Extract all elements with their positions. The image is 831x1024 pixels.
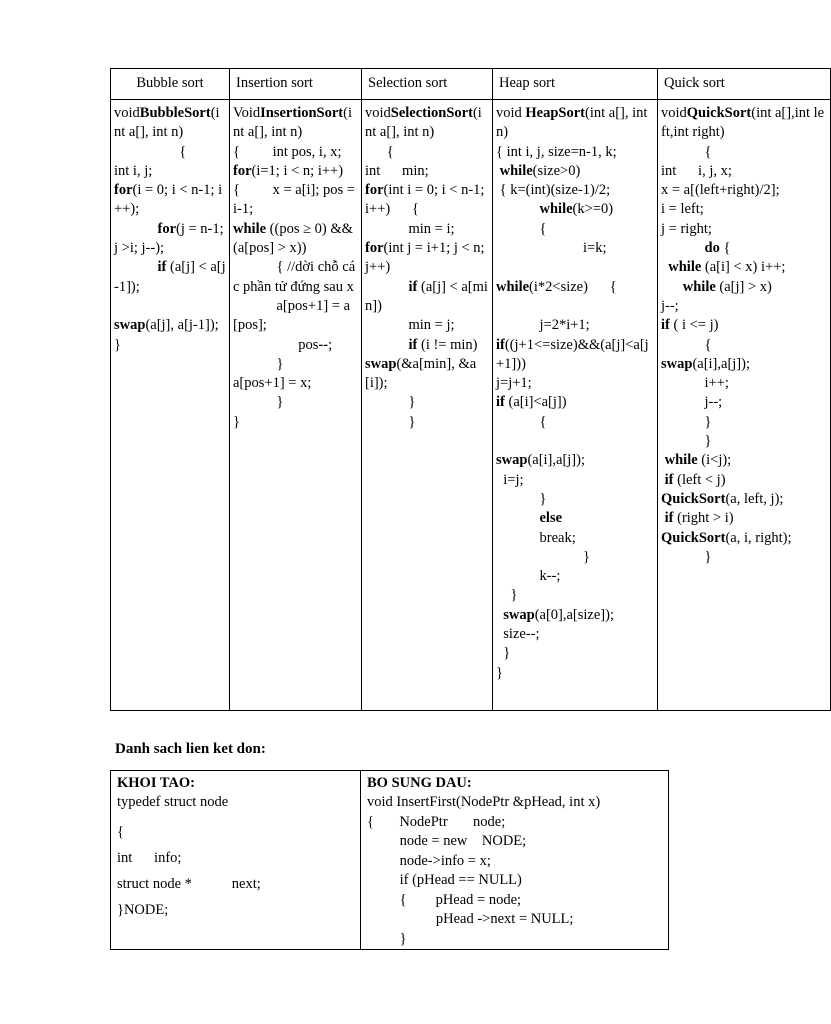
- code-keyword: InsertionSort: [260, 105, 344, 121]
- code-line: [661, 471, 827, 490]
- code-text: j=2*i+1;: [496, 317, 590, 334]
- code-keyword: if: [408, 336, 418, 353]
- code-line: [661, 316, 827, 335]
- code-line: [114, 181, 226, 220]
- code-text: (right > i): [673, 510, 734, 527]
- code-text: [661, 279, 683, 295]
- code-text: j--;: [661, 394, 723, 411]
- code-line: [496, 374, 654, 393]
- code-line: [233, 220, 358, 259]
- code-text: Void: [233, 105, 261, 121]
- code-line: [233, 413, 358, 432]
- code-keyword: swap: [503, 606, 535, 623]
- bubble-sort-code: [111, 100, 230, 711]
- code-line: [661, 393, 827, 412]
- code-text: (a[j] < a[min]): [365, 278, 488, 314]
- code-text: (int i = 0; i < n-1; i++) {: [365, 182, 489, 218]
- code-line: [365, 278, 489, 317]
- code-text: int i, j;: [114, 162, 153, 179]
- code-text: int i, j, x;: [661, 162, 732, 179]
- code-line: [114, 258, 226, 297]
- code-line: [661, 220, 827, 239]
- code-line: [365, 143, 489, 162]
- code-text: break;: [496, 529, 576, 546]
- code-line: [496, 104, 654, 143]
- code-text: i++;: [661, 375, 729, 392]
- code-text: ( i <= j): [669, 317, 719, 334]
- code-line: [496, 336, 654, 375]
- code-keyword: if: [664, 471, 674, 488]
- code-line: [114, 162, 226, 181]
- code-line: [661, 548, 827, 567]
- code-line: [114, 143, 226, 162]
- code-line: [661, 200, 827, 219]
- code-text: }: [233, 355, 284, 372]
- code-line: [496, 490, 654, 509]
- code-line: [661, 143, 827, 162]
- code-keyword: do: [704, 240, 720, 257]
- code-line: [661, 529, 827, 548]
- code-line: node = new NODE;: [367, 833, 527, 849]
- code-text: j=j+1;: [496, 375, 532, 392]
- code-line: [496, 548, 654, 567]
- code-keyword: while: [539, 201, 573, 218]
- code-text: pos: [233, 336, 319, 353]
- code-line: typedef struct node: [117, 794, 229, 810]
- code-line: [365, 162, 489, 181]
- code-line: [365, 355, 489, 394]
- code-keyword: if: [496, 336, 505, 353]
- code-line: [661, 336, 827, 355]
- code-text: (a[i]<a[j]): [504, 394, 567, 411]
- code-line: int info;: [117, 850, 182, 866]
- code-text: (&a[min], &a[i]);: [365, 355, 477, 392]
- code-text: (i<j);: [697, 452, 732, 469]
- code-keyword: if: [157, 259, 167, 276]
- code-text: void: [496, 105, 526, 121]
- code-line: [365, 336, 489, 355]
- header-bubble-sort: Bubble sort: [111, 69, 230, 100]
- code-text: (a[j] < a[j-1]);: [114, 259, 226, 295]
- code-keyword: if: [664, 510, 674, 527]
- code-text: (a, left, j);: [725, 490, 784, 507]
- code-line: [496, 586, 654, 605]
- code-line: [114, 104, 226, 143]
- code-line: [496, 471, 654, 490]
- code-keyword: for: [365, 182, 384, 199]
- code-text: x = a[(left+right)/2];: [661, 182, 780, 199]
- code-keyword: while: [496, 278, 530, 295]
- code-line: [365, 181, 489, 220]
- code-text: (int a[], int n): [365, 105, 482, 141]
- code-line: [233, 355, 358, 374]
- code-keyword: swap: [365, 355, 397, 372]
- code-line: [661, 509, 827, 528]
- code-text: i=j;: [496, 471, 524, 488]
- code-keyword: swap: [496, 452, 528, 469]
- code-text: (left < j): [673, 471, 726, 488]
- code-text: void: [365, 105, 391, 121]
- code-keyword: while: [499, 162, 533, 179]
- code-text: [114, 259, 158, 275]
- code-text: [114, 221, 158, 237]
- code-line: [496, 278, 654, 297]
- code-text: (a[i],a[j]);: [692, 355, 750, 372]
- code-line: node->info = x;: [367, 852, 491, 869]
- code-keyword: for: [157, 220, 177, 237]
- code-line: [496, 644, 654, 663]
- code-line: { pHead = node;: [367, 891, 522, 908]
- code-line: [661, 162, 827, 181]
- code-line: struct node * next;: [117, 876, 261, 892]
- code-text: [365, 337, 409, 353]
- code-keyword: if: [661, 317, 670, 334]
- header-heap-sort: Heap sort: [493, 69, 658, 100]
- code-line: [496, 567, 654, 586]
- code-line: [661, 278, 827, 297]
- init-cell: [111, 771, 361, 950]
- table-code-row: [111, 100, 831, 711]
- code-text: }: [365, 413, 416, 430]
- code-line: [661, 104, 827, 143]
- code-text: }: [661, 433, 712, 450]
- code-text: (i != min): [417, 336, 478, 353]
- code-text: (int j = i+1; j < n; j++): [365, 240, 489, 276]
- code-keyword: QuickSort: [661, 490, 726, 507]
- code-line: [496, 606, 654, 625]
- code-text: (i=1; i < n; i++): [251, 162, 344, 179]
- code-text: (int a[], int n): [233, 105, 352, 141]
- code-text: (size>0): [532, 162, 581, 179]
- code-text: {: [661, 336, 712, 353]
- code-line: [114, 316, 226, 335]
- code-text: min = i;: [365, 220, 455, 237]
- code-text: (j = n-1; j >i; j--);: [114, 220, 228, 257]
- code-keyword: HeapSort: [525, 105, 586, 121]
- code-text: [496, 201, 540, 217]
- code-line: [496, 200, 654, 219]
- code-text: }: [496, 548, 590, 565]
- code-text: void: [114, 105, 140, 121]
- code-line: [233, 104, 358, 143]
- code-text: (i = 0; i < n-1; i++);: [114, 182, 223, 218]
- code-line: [496, 413, 654, 432]
- code-text: ;: [328, 336, 333, 353]
- code-line: [661, 258, 827, 277]
- code-text: (int a[],int left,int right): [661, 105, 825, 141]
- code-line: [496, 258, 654, 277]
- code-line: [365, 413, 489, 432]
- code-text: { int pos, i, x;: [233, 143, 364, 160]
- code-text: size--;: [496, 626, 540, 643]
- header-quick-sort: Quick sort: [658, 69, 831, 100]
- code-keyword: if: [408, 278, 418, 295]
- code-line: [496, 239, 654, 258]
- selection-sort-code: [362, 100, 493, 711]
- code-text: (int a[], int n): [496, 105, 652, 141]
- code-text: }: [233, 394, 284, 411]
- code-line: [365, 239, 489, 278]
- code-line: [365, 393, 489, 412]
- code-text: {: [365, 143, 394, 160]
- code-text: [365, 279, 409, 295]
- code-line: }: [367, 930, 407, 947]
- heap-sort-code: [493, 100, 658, 711]
- code-line: [496, 509, 654, 528]
- code-keyword: if: [496, 394, 505, 411]
- code-keyword: SelectionSort: [390, 105, 473, 121]
- header-selection-sort: Selection sort: [362, 69, 493, 100]
- code-keyword: while: [664, 452, 698, 469]
- code-line: [365, 220, 489, 239]
- code-text: {: [496, 413, 547, 430]
- code-line: [496, 181, 654, 200]
- code-keyword: while: [682, 278, 716, 295]
- code-line: }NODE;: [117, 902, 169, 918]
- code-text: (a[i],a[j]);: [527, 452, 585, 469]
- code-keyword: for: [114, 182, 133, 199]
- code-line: [496, 393, 654, 412]
- code-line: [661, 490, 827, 509]
- code-keyword: QuickSort: [686, 105, 752, 121]
- code-text: j--;: [661, 297, 679, 314]
- code-line: [661, 374, 827, 393]
- code-text: k--;: [496, 568, 561, 585]
- code-line: [114, 297, 226, 316]
- code-text: {: [114, 143, 187, 160]
- code-line: [114, 220, 226, 259]
- code-text: }: [496, 490, 547, 507]
- code-line: [233, 297, 358, 336]
- code-keyword: swap: [661, 355, 693, 372]
- init-title: KHOI TAO:: [117, 775, 196, 791]
- insertion-sort-code: [230, 100, 362, 711]
- section-title: Danh sach lien ket don:: [115, 741, 266, 757]
- code-text: }: [661, 413, 712, 430]
- code-text: }: [114, 336, 121, 353]
- code-text: ((j+1<=size)&&(a[j]<a[j+1])): [496, 336, 649, 372]
- code-line: [365, 316, 489, 335]
- code-text: }: [233, 413, 240, 430]
- code-line: [496, 664, 654, 683]
- code-line: [661, 297, 827, 316]
- code-line: [496, 432, 654, 451]
- code-line: [114, 336, 226, 355]
- insert-first-title: BO SUNG DAU:: [367, 775, 472, 791]
- code-line: [233, 393, 358, 412]
- code-text: { int i, j, size=n-1, k;: [496, 143, 617, 160]
- code-text: [496, 510, 540, 526]
- code-text: {: [661, 143, 712, 160]
- code-keyword: while: [668, 259, 702, 276]
- code-text: { x = a[i]; pos = i-1;: [233, 182, 359, 218]
- code-text: j = right;: [661, 220, 712, 237]
- code-text: a[pos+1] = a[pos];: [233, 297, 351, 334]
- code-line: [661, 355, 827, 374]
- code-keyword: swap: [114, 317, 146, 334]
- code-text: int min;: [365, 162, 429, 179]
- code-text: i=k;: [496, 240, 607, 257]
- code-keyword: else: [539, 510, 563, 527]
- code-line: [496, 143, 654, 162]
- code-line: [496, 529, 654, 548]
- code-text: {: [496, 220, 547, 237]
- code-line: [496, 220, 654, 239]
- code-line: [661, 181, 827, 200]
- code-text: }: [661, 548, 712, 565]
- code-line: [365, 104, 489, 143]
- code-line: [233, 258, 358, 297]
- code-text: min = j;: [365, 317, 455, 334]
- insert-first-cell: [361, 771, 669, 950]
- code-text: (a, i, right);: [725, 529, 792, 546]
- code-line: void InsertFirst(NodePtr &pHead, int x): [367, 794, 601, 810]
- code-text: {: [719, 240, 731, 257]
- code-line: pHead ->next = NULL;: [367, 911, 574, 927]
- sort-algorithms-table: [110, 68, 831, 711]
- code-text: ((pos ≥ 0) &&(a[pos] > x)): [233, 220, 353, 257]
- code-text: { //dời chỗ các phần tử đứng sau x: [233, 259, 356, 295]
- code-text: }: [496, 645, 511, 662]
- code-text: }: [365, 394, 416, 411]
- code-line: if (pHead == NULL): [367, 872, 522, 888]
- code-line: [233, 336, 358, 355]
- code-line: [496, 625, 654, 644]
- code-text: }: [496, 664, 503, 681]
- code-line: [661, 451, 827, 470]
- code-line: [233, 143, 364, 182]
- code-line: [661, 239, 827, 258]
- code-text: (i*2<size) {: [529, 278, 617, 295]
- header-insertion-sort: Insertion sort: [230, 69, 362, 100]
- code-keyword: while: [233, 220, 267, 237]
- code-keyword: for: [233, 162, 252, 179]
- code-text: a[pos+1] = x;: [233, 375, 312, 392]
- code-line: [661, 413, 827, 432]
- code-line: [496, 316, 654, 335]
- code-text: [661, 240, 705, 256]
- code-keyword: BubbleSort: [139, 105, 211, 121]
- code-line: [233, 374, 358, 393]
- code-line: [496, 162, 654, 181]
- code-text: (a[j] > x): [715, 278, 772, 295]
- code-text: (a[j], a[j-1]);: [145, 317, 219, 334]
- linked-list-table: [110, 770, 669, 950]
- code-text: (a[i] < x) i++;: [701, 259, 786, 276]
- code-text: void: [661, 105, 687, 121]
- code-line: [496, 451, 654, 470]
- code-text: }: [496, 587, 518, 604]
- code-line: [233, 181, 358, 220]
- quick-sort-code: [658, 100, 831, 711]
- code-line: { NodePtr node;: [367, 813, 506, 830]
- code-keyword: --: [318, 336, 329, 353]
- code-text: i = left;: [661, 201, 704, 218]
- code-keyword: for: [365, 240, 384, 257]
- code-keyword: QuickSort: [661, 529, 726, 546]
- code-line: [496, 297, 654, 316]
- code-line: [661, 432, 827, 451]
- code-text: (int a[], int n): [114, 105, 220, 141]
- code-text: (a[0],a[size]);: [534, 606, 614, 623]
- code-line: {: [117, 824, 124, 840]
- table-header-row: [111, 69, 831, 100]
- code-text: { k=(int)(size-1)/2;: [496, 182, 611, 199]
- code-text: (k>=0): [572, 201, 614, 218]
